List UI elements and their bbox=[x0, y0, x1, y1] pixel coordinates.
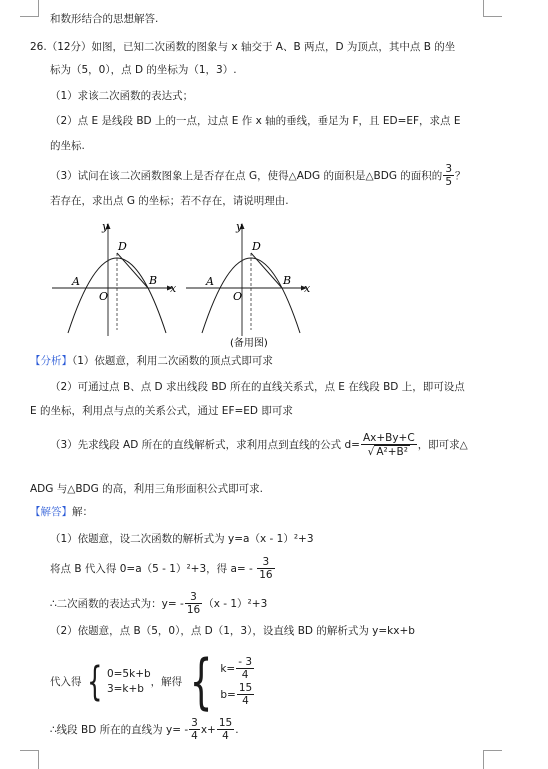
text: b= bbox=[220, 689, 236, 701]
text: （3）试问在该二次函数图象上是否存在点 G，使得△ADG 的面积是△BDG 的面积的 bbox=[50, 170, 443, 182]
fraction bbox=[443, 164, 454, 188]
text-line: （2）依题意，点 B（5，0），点 D（1，3），设直线 BD 的解析式为 y=kx+b bbox=[50, 625, 415, 637]
distance-formula bbox=[361, 433, 417, 458]
solution-tag: 【解答】 bbox=[30, 506, 72, 518]
text: ，即可求△ bbox=[417, 439, 468, 451]
crop-mark-bottom-left bbox=[20, 750, 39, 769]
point-b-label: B bbox=[283, 274, 292, 287]
text: k= bbox=[220, 663, 236, 675]
y-axis-label: y bbox=[236, 220, 243, 233]
text-line: 若存在，求出点 G 的坐标；若不存在，请说明理由. bbox=[50, 195, 289, 207]
minus-sign: - bbox=[245, 563, 257, 575]
numerator: - 3 bbox=[238, 656, 253, 668]
text: . bbox=[235, 724, 239, 736]
numerator: 15 bbox=[218, 717, 233, 729]
fraction bbox=[189, 718, 200, 742]
crop-mark-top-right bbox=[483, 0, 502, 17]
text-line: 标为（5，0），点 D 的坐标为（1，3）. bbox=[50, 64, 237, 76]
parabola-figure bbox=[48, 218, 182, 338]
numerator: 3 bbox=[257, 557, 274, 569]
text-line: ADG 与△BDG 的高，利用三角形面积公式即可求. bbox=[30, 483, 263, 495]
formula-line bbox=[50, 555, 276, 583]
text: 代入得 bbox=[50, 676, 82, 688]
point-d-label: D bbox=[118, 240, 127, 253]
numerator: 3 bbox=[191, 717, 198, 729]
numerator: 3 bbox=[185, 592, 202, 604]
text: ，解得 bbox=[150, 676, 183, 688]
radicand: A²+B² bbox=[376, 445, 408, 458]
text-line: 和数形结合的思想解答. bbox=[50, 13, 159, 25]
x-axis-label: x bbox=[170, 282, 177, 295]
text: ∴线段 BD 所在的直线为 y= - bbox=[50, 724, 189, 736]
text: 将点 B 代入得 0=a（5 - 1）²+3，得 a= bbox=[50, 563, 246, 575]
sub-question-3 bbox=[50, 162, 466, 190]
denominator: √ A²+B² bbox=[367, 445, 408, 458]
text: ∴二次函数的表达式为：y= - bbox=[50, 598, 184, 610]
denominator: 4 bbox=[241, 669, 249, 681]
text: 解： bbox=[72, 506, 93, 518]
equation-system bbox=[107, 667, 151, 697]
numerator: Ax+By+C bbox=[362, 431, 415, 444]
point-d-label: D bbox=[252, 240, 261, 253]
equation: 3=k+b bbox=[106, 683, 144, 695]
solution-line bbox=[30, 505, 93, 519]
crop-mark-top-left bbox=[20, 0, 39, 17]
denominator: 4 bbox=[222, 730, 229, 742]
fraction bbox=[237, 683, 254, 707]
denominator: 16 bbox=[259, 569, 273, 581]
fraction bbox=[257, 557, 274, 581]
backup-parabola-figure bbox=[182, 218, 316, 352]
denominator: 4 bbox=[242, 695, 249, 707]
text: ？ bbox=[455, 170, 466, 182]
point-a-label: A bbox=[72, 275, 80, 288]
sub-question-1: （1）求该二次函数的表达式； bbox=[50, 90, 194, 102]
point-b-label: B bbox=[149, 274, 158, 287]
fraction bbox=[185, 592, 202, 616]
question-header: 26.（12分）如图，已知二次函数的图象与 x 轴交于 A、B 两点，D 为顶点，其中点 B 的坐 bbox=[30, 41, 456, 53]
analysis-line bbox=[30, 354, 273, 368]
point-a-label: A bbox=[206, 275, 214, 288]
system-line bbox=[50, 647, 255, 717]
formula-line bbox=[50, 430, 468, 460]
numerator: 3 bbox=[445, 163, 452, 175]
origin-label: O bbox=[233, 290, 243, 303]
formula-line bbox=[50, 590, 267, 618]
crop-mark-bottom-right bbox=[483, 750, 502, 769]
left-brace: { bbox=[189, 647, 213, 717]
text-line: （2）可通过点 B、点 D 求出线段 BD 所在的直线关系式，点 E 在线段 BD 上，即可设点 bbox=[50, 381, 465, 393]
left-brace: { bbox=[86, 659, 102, 705]
denominator: 5 bbox=[445, 176, 452, 188]
x-axis-label: x bbox=[304, 282, 311, 295]
origin-label: O bbox=[99, 290, 109, 303]
figure-caption: (备用图) bbox=[230, 338, 268, 349]
text: （3）先求线段 AD 所在的直线解析式，求利用点到直线的公式 d= bbox=[50, 439, 360, 451]
denominator: 16 bbox=[186, 604, 201, 616]
equation: 0=5k+b bbox=[106, 668, 151, 680]
text-line: 的坐标. bbox=[50, 140, 85, 152]
solution-system bbox=[220, 656, 255, 708]
sub-question-2: （2）点 E 是线段 BD 上的一点，过点 E 作 x 轴的垂线，垂足为 F，且 ED=EF，求点 E bbox=[50, 115, 461, 127]
text: x+ bbox=[200, 724, 216, 736]
analysis-tag: 【分析】 bbox=[30, 355, 72, 367]
denominator: 4 bbox=[191, 730, 198, 742]
formula-line bbox=[50, 716, 239, 744]
y-axis-label: y bbox=[102, 220, 109, 233]
numerator: 15 bbox=[238, 682, 253, 694]
text: （x - 1）²+3 bbox=[203, 598, 268, 610]
text-line: E 的坐标，利用点与点的关系公式，通过 EF=ED 即可求 bbox=[30, 405, 293, 417]
fraction bbox=[236, 657, 254, 681]
fraction bbox=[217, 718, 234, 742]
text: （1）依题意，利用二次函数的顶点式即可求 bbox=[72, 355, 273, 367]
text-line: （1）依题意，设二次函数的解析式为 y=a（x - 1）²+3 bbox=[50, 533, 314, 545]
